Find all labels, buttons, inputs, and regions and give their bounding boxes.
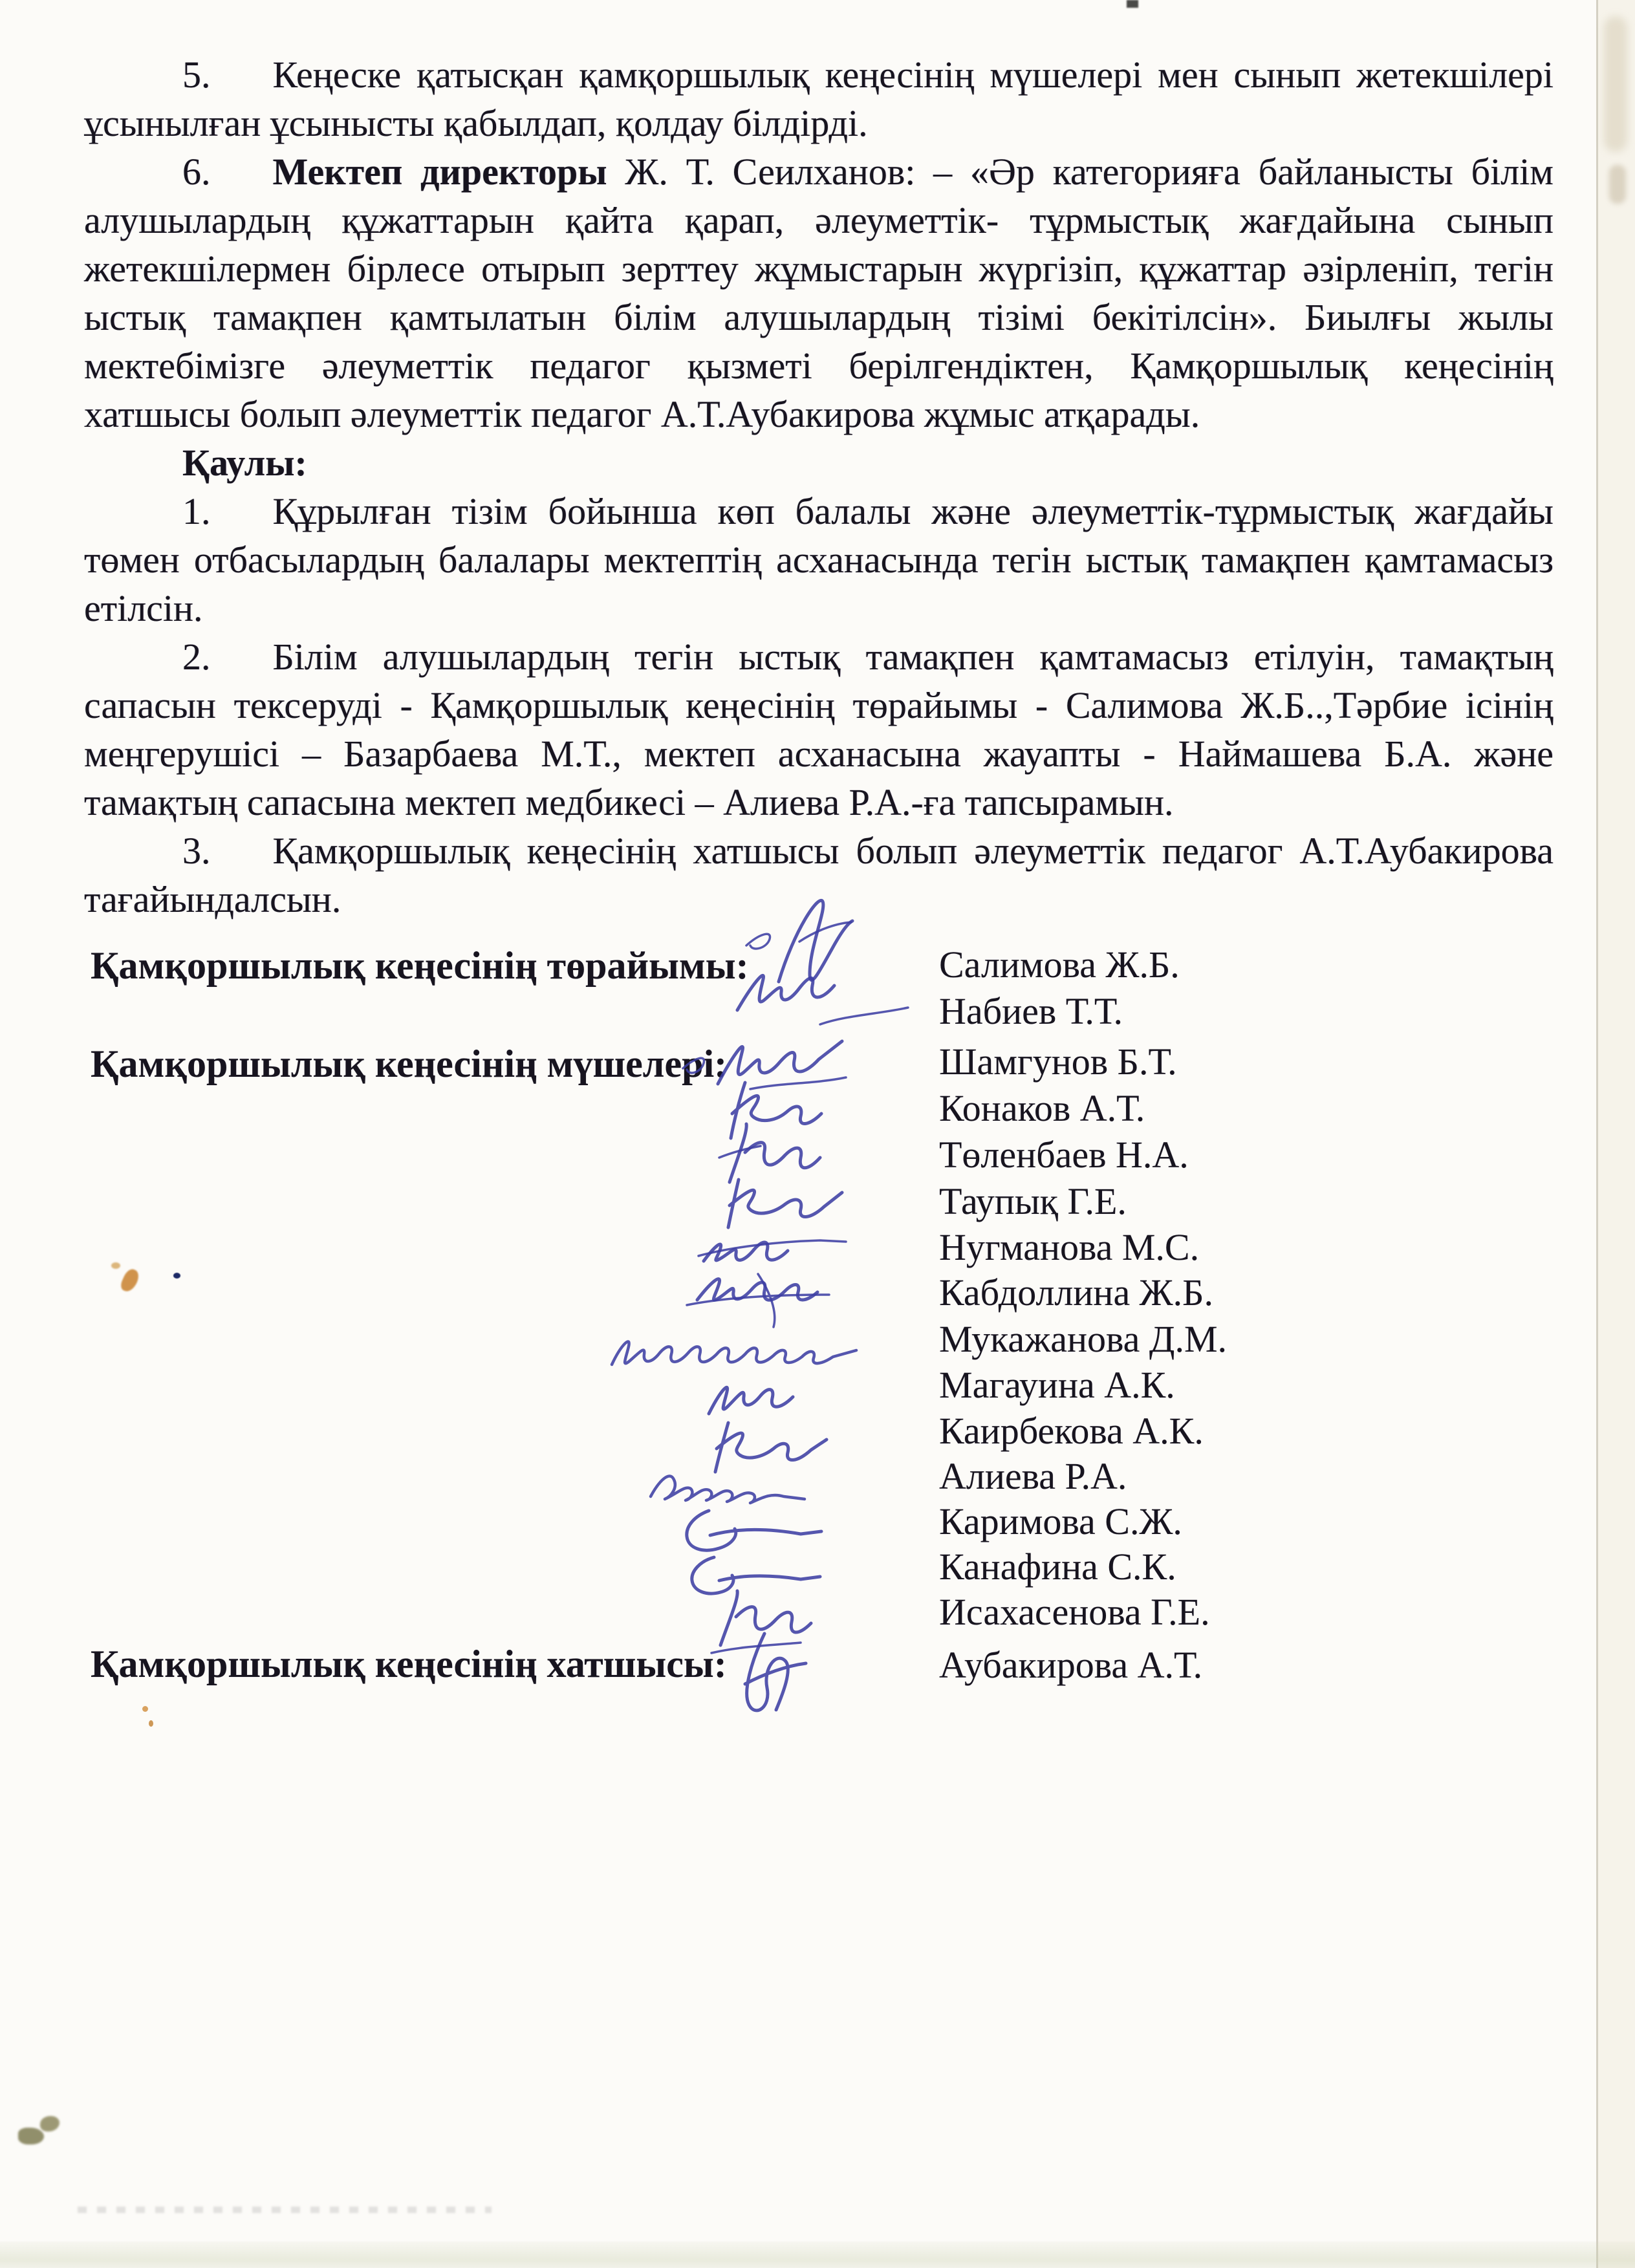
text-line: етілсін.: [84, 587, 203, 629]
text-line: [84, 632, 1554, 681]
label-members: Қамқоршылық кеңесінің мүшелері:: [91, 1042, 728, 1085]
text-line: [84, 826, 1554, 875]
list-number: 5.: [182, 54, 211, 96]
signer-name: Исахасенова Г.Е.: [939, 1591, 1210, 1633]
text-line: алушылардың құжаттарын қайта қарап, әлеуметтік- тұрмыстық жағдайына сынып: [84, 199, 1554, 241]
signer-name: Аубакирова А.Т.: [939, 1644, 1203, 1686]
label-chairwoman: Қамқоршылық кеңесінің төрайымы:: [91, 944, 749, 987]
bold-lead: Мектеп директоры: [272, 151, 607, 193]
signer-name: Мукажанова Д.М.: [939, 1318, 1228, 1360]
text-line: төмен отбасылардың балалары мектептің асханасында тегін ыстық тамақпен қамтамасыз: [84, 539, 1554, 581]
signer-name: Набиев Т.Т.: [939, 990, 1123, 1032]
list-number: 3.: [182, 830, 211, 872]
text-line: ұсынылған ұсынысты қабылдап, қолдау білдірді.: [84, 102, 868, 144]
text-line: тамақтың сапасына мектеп медбикесі – Алиева Р.А.-ға тапсырамын.: [84, 781, 1174, 823]
text-line: [84, 147, 1554, 196]
scan-speck: [40, 2116, 60, 2132]
label-secretary: Қамқоршылық кеңесінің хатшысы:: [91, 1643, 727, 1685]
list-number: 2.: [182, 636, 211, 678]
scan-speck: [142, 1706, 148, 1712]
text-line: ыстық тамақпен қамтылатын білім алушылардың тізімі бекітілсін». Биылғы жылы: [84, 296, 1554, 338]
scan-speck: [119, 1267, 142, 1294]
signer-name: Каирбекова А.К.: [939, 1410, 1204, 1452]
list-number: 1.: [182, 490, 211, 532]
paragraph-text: Құрылған тізім бойынша көп балалы және әлеуметтік-тұрмыстық жағдайы: [272, 490, 1554, 532]
scan-smudge: [1609, 165, 1626, 204]
signer-name: Кабдоллина Ж.Б.: [939, 1271, 1213, 1313]
text-line: [84, 50, 1554, 99]
text-line: хатшысы болып әлеуметтік педагог А.Т.Аубакирова жұмыс атқарады.: [84, 393, 1200, 435]
paragraph-text: Кеңеске қатысқан қамқоршылық кеңесінің мүшелері мен сынып жетекшілері: [272, 54, 1554, 96]
paragraph-text: Ж. Т. Сеилханов: – «Әр категорияға байланысты білім: [625, 151, 1554, 193]
text-line: мектебімізге әлеуметтік педагог қызметі берілгендіктен, Қамқоршылық кеңесінің: [84, 345, 1554, 387]
document-body: [84, 50, 1554, 923]
text-line: тағайындалсын.: [84, 878, 341, 920]
text-line: жетекшілермен бірлесе отырып зерттеу жұмыстарын жүргізіп, құжаттар әзірленіп, тегін: [84, 248, 1554, 290]
signer-name: Канафина С.К.: [939, 1546, 1176, 1588]
signer-name: Салимова Ж.Б.: [939, 944, 1180, 986]
signature-nabiev: [723, 948, 917, 1030]
paragraph-text: Қамқоршылық кеңесінің хатшысы болып әлеуметтік педагог А.Т.Аубакирова: [272, 830, 1554, 872]
signer-name: Каримова С.Ж.: [939, 1500, 1182, 1542]
scan-edge-strip: [1598, 0, 1635, 2268]
signer-name: Алиева Р.А.: [939, 1455, 1127, 1497]
scan-smudge: [78, 2207, 492, 2213]
signer-name: Конаков А.Т.: [939, 1087, 1145, 1129]
text-line: [84, 487, 1554, 535]
text-line: меңгерушісі – Базарбаева М.Т., мектеп асханасына жауапты - Наймашева Б.А. және: [84, 733, 1554, 775]
paragraph-text: Білім алушылардың тегін ыстық тамақпен қамтамасыз етілуін, тамақтың: [272, 636, 1554, 678]
text-line: сапасын тексеруді - Қамқоршылық кеңесінің төрайымы - Салимова Ж.Б..,Тәрбие ісінің: [84, 684, 1554, 726]
scan-edge-line: [1596, 0, 1598, 2268]
list-number: 6.: [182, 151, 211, 193]
scan-speck: [149, 1720, 153, 1727]
scan-speck: [173, 1273, 180, 1279]
decision-heading: Қаулы:: [182, 442, 307, 484]
scan-speck: [18, 2128, 44, 2144]
scan-smudge: [1604, 16, 1627, 152]
signer-name: Нугманова М.С.: [939, 1226, 1200, 1268]
signer-name: Төленбаев Н.А.: [939, 1134, 1189, 1176]
signer-name: Шамгунов Б.Т.: [939, 1041, 1177, 1083]
scan-speck: [111, 1262, 120, 1269]
scan-mark: [1127, 0, 1138, 8]
signer-name: Таупық Г.Е.: [939, 1180, 1127, 1222]
signer-name: Магауина А.К.: [939, 1364, 1175, 1406]
signature-aubakirova: [719, 1626, 861, 1722]
scan-bottom-band: [0, 2241, 1635, 2268]
